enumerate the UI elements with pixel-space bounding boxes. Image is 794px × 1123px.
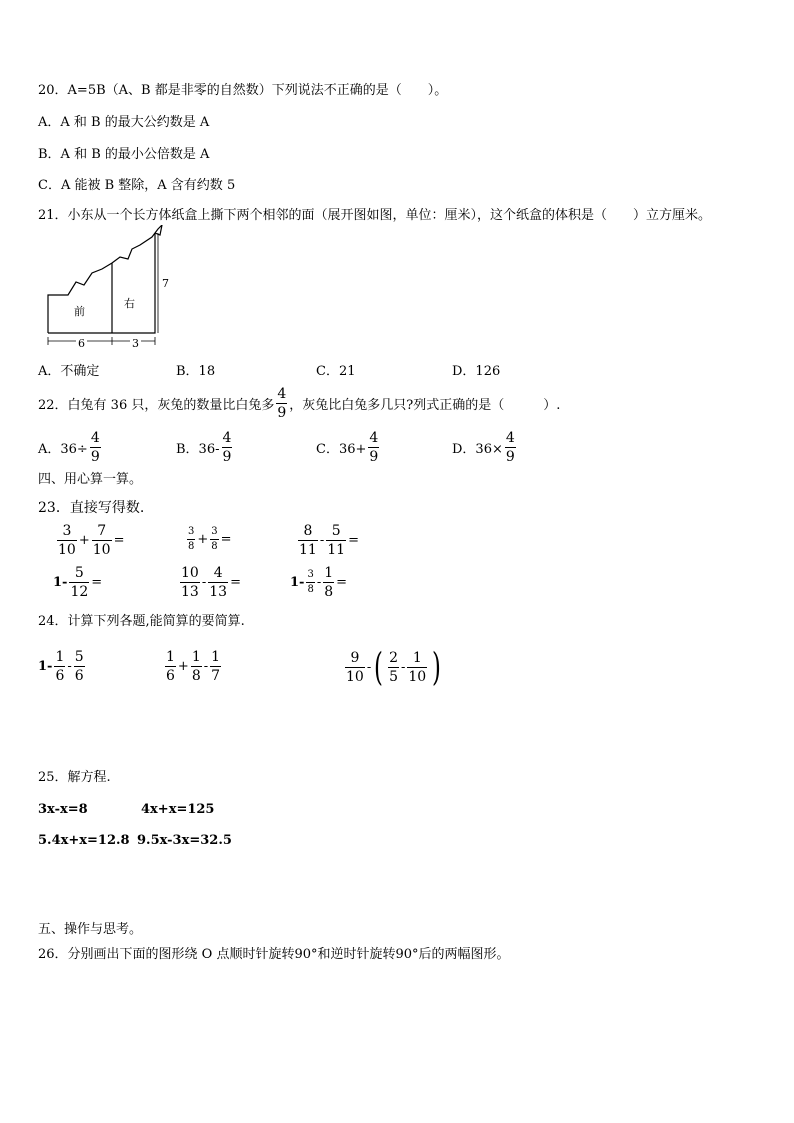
denominator: 10: [346, 668, 364, 685]
q22-option-b: [176, 431, 234, 464]
numerator: 1: [55, 649, 65, 665]
q22-stem: [38, 387, 560, 420]
denominator: 6: [166, 668, 175, 684]
denominator: 6: [55, 668, 65, 684]
fraction: [92, 524, 112, 557]
numerator: 1: [211, 649, 221, 665]
denominator: 12: [70, 584, 89, 600]
fraction: [306, 570, 314, 595]
section-5-heading: 五、操作与思考。: [38, 922, 143, 937]
numerator: 2: [389, 649, 398, 666]
figure-label-height: 7: [162, 277, 169, 290]
q23-title: 23．直接写得数.: [38, 500, 145, 516]
q22-stem-fraction: [276, 387, 287, 420]
q24-expression-3: [343, 645, 444, 689]
numerator: 4: [277, 386, 287, 402]
prefix: 1-: [38, 659, 53, 674]
operator: -: [201, 575, 207, 590]
fraction: [298, 524, 318, 557]
q25-title: 25．解方程.: [38, 770, 111, 785]
q23-item-1: [55, 524, 124, 557]
option-label: A．36÷: [38, 442, 88, 457]
denominator: 9: [222, 449, 232, 465]
numerator: 3: [62, 523, 72, 539]
q22-option-c: [316, 431, 381, 464]
option-fraction: [368, 431, 379, 464]
denominator: 11: [327, 542, 346, 558]
denominator: 10: [408, 668, 427, 685]
operator: -: [316, 575, 322, 590]
q24-title: 24．计算下列各题,能简算的要简算.: [38, 614, 245, 629]
fraction: [69, 566, 89, 599]
numerator: 4: [369, 430, 379, 446]
q20-option-c: C．A 能被 B 整除，A 含有约数 5: [38, 178, 236, 193]
operator: +: [177, 659, 189, 674]
denominator: 11: [299, 542, 317, 558]
numerator: 1: [191, 649, 201, 665]
fraction: [191, 650, 202, 683]
fraction: [180, 566, 200, 599]
denominator: 8: [211, 541, 218, 552]
denominator: 5: [389, 668, 398, 685]
denominator: 8: [191, 668, 201, 684]
q22-option-a: [38, 431, 103, 464]
numerator: 8: [303, 523, 313, 539]
fraction: [345, 651, 365, 684]
q21-stem: 21．小东从一个长方体纸盒上撕下两个相邻的面（展开图如图，单位：厘米），这个纸盒的体积是（ ）立方厘米。: [38, 208, 712, 223]
denominator: 8: [324, 584, 334, 600]
numerator: 10: [181, 565, 199, 581]
fraction: [57, 524, 77, 557]
denominator: 13: [181, 584, 199, 600]
operator: +: [197, 532, 209, 547]
fraction: [323, 566, 334, 599]
numerator: 5: [74, 649, 84, 665]
option-label: D．36×: [452, 442, 503, 457]
q25-equation-4: 9.5x-3x=32.5: [137, 833, 232, 848]
denominator: 7: [211, 668, 221, 684]
operator: +: [78, 533, 90, 548]
option-fraction: [222, 431, 233, 464]
fraction: [165, 650, 176, 683]
numerator: 3: [188, 526, 195, 537]
q24-expression-2: [163, 650, 223, 683]
q22-option-d: [452, 431, 518, 464]
option-fraction: [90, 431, 101, 464]
numerator: 7: [97, 523, 107, 539]
left-paren: (: [374, 645, 384, 689]
q22-stem-after: ，灰兔比白兔多几只?列式正确的是（ ）.: [289, 398, 561, 413]
numerator: 4: [222, 430, 232, 446]
operator: -: [400, 659, 406, 675]
numerator: 4: [213, 565, 223, 581]
q26-stem: 26．分别画出下面的图形绕 O 点顺时针旋转90°和逆时针旋转90°后的两幅图形。: [38, 947, 510, 962]
box-net-diagram: [40, 225, 170, 353]
option-label: B．36-: [176, 442, 220, 457]
figure-label-front: 前: [74, 305, 85, 318]
fraction: [74, 650, 85, 683]
q23-item-6: [290, 566, 347, 599]
fraction: [407, 651, 427, 684]
fraction: [326, 524, 346, 557]
denominator: 6: [74, 668, 84, 684]
option-fraction: [505, 431, 516, 464]
figure-label-width2: 3: [132, 337, 139, 350]
fraction: [210, 650, 221, 683]
equals-sign: =: [230, 575, 241, 590]
q23-item-5: [178, 566, 241, 599]
numerator: 5: [74, 565, 84, 581]
equals-sign: =: [91, 575, 103, 590]
q22-stem-before: 22．白兔有 36 只，灰兔的数量比白兔多: [38, 398, 275, 413]
prefix: 1-: [53, 575, 68, 590]
q25-equation-1: 3x-x=8: [38, 802, 88, 817]
numerator: 4: [90, 430, 100, 446]
q20-option-b: B．A 和 B 的最小公倍数是 A: [38, 147, 210, 162]
numerator: 3: [307, 569, 314, 580]
equals-sign: =: [348, 533, 359, 548]
fraction: [208, 566, 228, 599]
q21-option-d: D．126: [452, 364, 501, 379]
denominator: 10: [92, 542, 111, 558]
right-paren: ): [432, 645, 442, 689]
numerator: 1: [412, 649, 422, 666]
q23-item-2: [185, 527, 232, 552]
q21-option-a: A．不确定: [38, 364, 100, 379]
figure-label-width1: 6: [78, 337, 85, 350]
q24-expression-1: [38, 650, 87, 683]
q23-item-3: [296, 524, 359, 557]
section-4-heading: 四、用心算一算。: [38, 472, 143, 487]
denominator: 8: [307, 584, 314, 595]
figure-label-right: 右: [124, 297, 135, 310]
q20-stem: 20．A=5B（A、B 都是非零的自然数）下列说法不正确的是（ ）。: [38, 83, 448, 98]
fraction: [54, 650, 65, 683]
prefix: 1-: [290, 575, 305, 590]
fraction: [388, 651, 399, 684]
q25-equation-3: 5.4x+x=12.8: [38, 833, 130, 848]
operator: -: [203, 659, 209, 674]
operator: -: [319, 533, 325, 548]
denominator: 9: [505, 449, 515, 465]
operator: -: [366, 659, 372, 675]
q25-equation-2: 4x+x=125: [141, 802, 215, 817]
option-label: C．36+: [316, 442, 367, 457]
denominator: 13: [209, 584, 228, 600]
q23-item-4: [53, 566, 102, 599]
equals-sign: =: [113, 533, 125, 548]
equals-sign: =: [220, 532, 232, 547]
fraction: [210, 527, 218, 552]
q21-option-c: C．21: [316, 364, 356, 379]
numerator: 4: [505, 430, 515, 446]
fraction: [187, 527, 195, 552]
numerator: 1: [166, 649, 175, 665]
denominator: 9: [90, 449, 100, 465]
q21-option-b: B．18: [176, 364, 216, 379]
denominator: 10: [58, 542, 76, 558]
equals-sign: =: [336, 575, 348, 590]
q20-option-a: A．A 和 B 的最大公约数是 A: [38, 115, 210, 130]
numerator: 5: [331, 523, 341, 539]
denominator: 9: [369, 449, 379, 465]
denominator: 8: [188, 541, 195, 552]
denominator: 9: [277, 405, 287, 421]
numerator: 1: [324, 565, 334, 581]
numerator: 9: [350, 649, 360, 666]
q21-unfolded-box-figure: [40, 225, 170, 353]
numerator: 3: [211, 526, 218, 537]
operator: -: [67, 659, 72, 674]
